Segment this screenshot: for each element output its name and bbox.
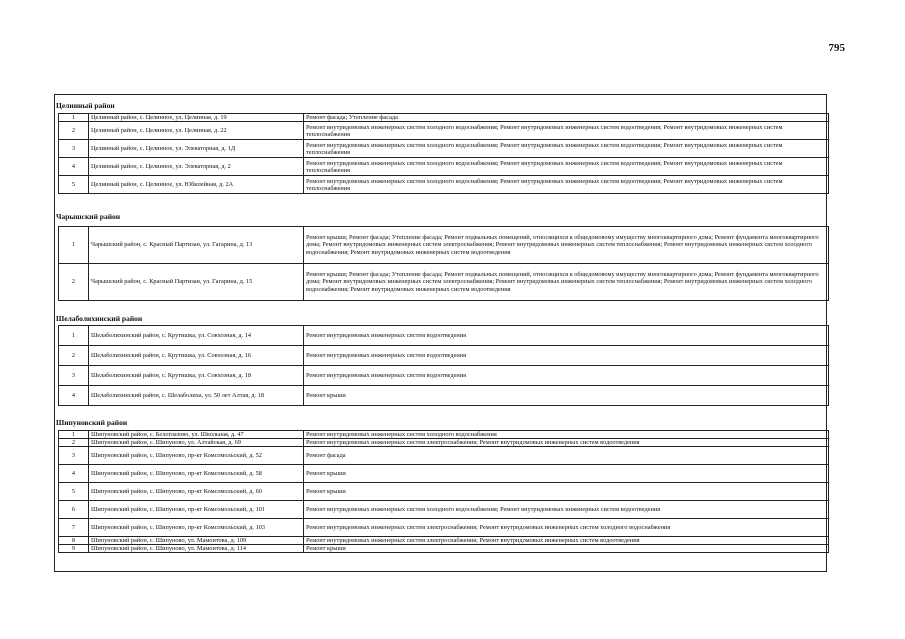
row-address: Шипуновский район, с. Шипуново, ул. Мамонтова, д. 109: [89, 537, 304, 545]
table-row: [59, 439, 829, 447]
row-number: 4: [59, 386, 89, 406]
row-works: Ремонт внутридомовых инженерных систем холодного водоснабжения: [304, 431, 829, 439]
row-address: Шелаболихинский район, с. Крутишка, ул. Совхозная, д. 14: [89, 326, 304, 346]
row-number: 4: [59, 158, 89, 176]
row-number: 5: [59, 483, 89, 501]
table-row: [59, 431, 829, 439]
row-number: 1: [59, 326, 89, 346]
table-row: [59, 122, 829, 140]
table-row: [59, 114, 829, 122]
table-row: [59, 326, 829, 346]
row-address: Шипуновский район, с. Шипуново, пр-кт Комсомольский, д. 58: [89, 465, 304, 483]
row-works: Ремонт внутридомовых инженерных систем холодного водоснабжения; Ремонт внутридомовых инженерных систем водоотведения; Ремонт внутридомовых инженерных систем теплоснабжения: [304, 122, 829, 140]
table-row: [59, 501, 829, 519]
row-address: Целинный район, с. Целинное, ул. Юбилейная, д. 2А: [89, 176, 304, 194]
row-works: Ремонт крыши: [304, 483, 829, 501]
row-works: Ремонт фасада; Утепление фасада: [304, 114, 829, 122]
row-address: Шелаболихинский район, с. Крутишка, ул. Совхозная, д. 18: [89, 366, 304, 386]
table-row: [59, 176, 829, 194]
page-number: 795: [828, 42, 845, 54]
district-heading: Шипуновский район: [56, 418, 128, 427]
table-row: [59, 465, 829, 483]
table-row: [59, 483, 829, 501]
district-table: [58, 113, 829, 194]
row-number: 1: [59, 227, 89, 264]
row-address: Шипуновский район, с. Шипуново, пр-кт Комсомольский, д. 101: [89, 501, 304, 519]
row-works: Ремонт внутридомовых инженерных систем электроснабжения; Ремонт внутридомовых инженерных систем холодного водоснабжения: [304, 519, 829, 537]
row-works: Ремонт внутридомовых инженерных систем холодного водоснабжения; Ремонт внутридомовых инженерных систем водоотведения; Ремонт внутридомовых инженерных систем теплоснабжения: [304, 158, 829, 176]
row-number: 6: [59, 501, 89, 519]
row-number: 3: [59, 140, 89, 158]
row-number: 9: [59, 545, 89, 553]
row-number: 2: [59, 439, 89, 447]
row-number: 4: [59, 465, 89, 483]
row-works: Ремонт крыши; Ремонт фасада; Утепление фасада; Ремонт подвальных помещений, относящихся к общедомовому имуществу многоквартирного дома; Ремонт фундамента многоквартирного дома; Ремонт внутридомовых инженерных систем электроснабжения; Ремонт внутридомовых инженерных систем теплоснабжения; Ремонт внутридомовых инженерных систем холодного водоснабжения; Ремонт внутридомовых инженерных систем водоотведения: [304, 227, 829, 264]
district-heading: Целинный район: [56, 101, 115, 110]
table-row: [59, 346, 829, 366]
row-works: Ремонт крыши: [304, 545, 829, 553]
row-works: Ремонт крыши: [304, 386, 829, 406]
table-row: [59, 264, 829, 301]
row-number: 1: [59, 114, 89, 122]
row-works: Ремонт внутридомовых инженерных систем холодного водоснабжения; Ремонт внутридомовых инженерных систем водоотведения; Ремонт внутридомовых инженерных систем теплоснабжения: [304, 140, 829, 158]
table-row: [59, 386, 829, 406]
district-table: [58, 430, 829, 553]
row-address: Чарышский район, с. Красный Партизан, ул. Гагарина, д. 13: [89, 227, 304, 264]
row-address: Чарышский район, с. Красный Партизан, ул. Гагарина, д. 15: [89, 264, 304, 301]
row-works: Ремонт внутридомовых инженерных систем электроснабжения; Ремонт внутридомовых инженерных систем водоотведения: [304, 439, 829, 447]
row-number: 7: [59, 519, 89, 537]
row-address: Целинный район, с. Целинное, ул. Элеваторная, д. 2: [89, 158, 304, 176]
row-address: Целинный район, с. Целинное, ул. Целинная, д. 22: [89, 122, 304, 140]
table-row: [59, 158, 829, 176]
row-number: 8: [59, 537, 89, 545]
row-address: Шипуновский район, с. Шипуново, пр-кт Комсомольский, д. 52: [89, 447, 304, 465]
table-row: [59, 447, 829, 465]
row-address: Целинный район, с. Целинное, ул. Элеваторная, д. 1Д: [89, 140, 304, 158]
district-table: [58, 226, 829, 301]
row-number: 3: [59, 447, 89, 465]
district-heading: Чарышский район: [56, 212, 121, 221]
row-works: Ремонт крыши; Ремонт фасада; Утепление фасада; Ремонт подвальных помещений, относящихся к общедомовому имуществу многоквартирного дома; Ремонт фундамента многоквартирного дома; Ремонт внутридомовых инженерных систем электроснабжения; Ремонт внутридомовых инженерных систем теплоснабжения; Ремонт внутридомовых инженерных систем холодного водоснабжения; Ремонт внутридомовых инженерных систем водоотведения: [304, 264, 829, 301]
row-address: Шипуновский район, с. Шипуново, ул. Алтайская, д. 69: [89, 439, 304, 447]
row-address: Шипуновский район, с. Шипуново, пр-кт Комсомольский, д. 103: [89, 519, 304, 537]
row-works: Ремонт внутридомовых инженерных систем водоотведения: [304, 326, 829, 346]
row-number: 2: [59, 264, 89, 301]
table-row: [59, 519, 829, 537]
row-works: Ремонт крыши: [304, 465, 829, 483]
row-works: Ремонт внутридомовых инженерных систем электроснабжения; Ремонт внутридомовых инженерных систем водоотведения: [304, 537, 829, 545]
table-row: [59, 227, 829, 264]
table-row: [59, 140, 829, 158]
row-works: Ремонт внутридомовых инженерных систем холодного водоснабжения; Ремонт внутридомовых инженерных систем водоотведения; Ремонт внутридомовых инженерных систем теплоснабжения: [304, 176, 829, 194]
row-address: Шипуновский район, с. Белоглазово, ул. Школьная, д. 47: [89, 431, 304, 439]
row-number: 2: [59, 346, 89, 366]
row-works: Ремонт внутридомовых инженерных систем холодного водоснабжения; Ремонт внутридомовых инженерных систем водоотведения: [304, 501, 829, 519]
row-address: Шелаболихинский район, с. Крутишка, ул. Совхозная, д. 16: [89, 346, 304, 366]
table-row: [59, 545, 829, 553]
district-table: [58, 325, 829, 406]
row-address: Шипуновский район, с. Шипуново, ул. Мамонтова, д. 114: [89, 545, 304, 553]
table-row: [59, 537, 829, 545]
row-works: Ремонт фасада: [304, 447, 829, 465]
row-works: Ремонт внутридомовых инженерных систем водоотведения: [304, 366, 829, 386]
row-number: 5: [59, 176, 89, 194]
row-address: Шелаболихинский район, с. Шелаболиха, ул. 50 лет Алтая, д. 18: [89, 386, 304, 406]
row-works: Ремонт внутридомовых инженерных систем водоотведения: [304, 346, 829, 366]
district-heading: Шелаболихинский район: [56, 314, 143, 323]
row-address: Целинный район, с. Целинное, ул. Целинная, д. 19: [89, 114, 304, 122]
row-number: 3: [59, 366, 89, 386]
row-address: Шипуновский район, с. Шипуново, пр-кт Комсомольский, д. 60: [89, 483, 304, 501]
row-number: 2: [59, 122, 89, 140]
row-number: 1: [59, 431, 89, 439]
table-row: [59, 366, 829, 386]
